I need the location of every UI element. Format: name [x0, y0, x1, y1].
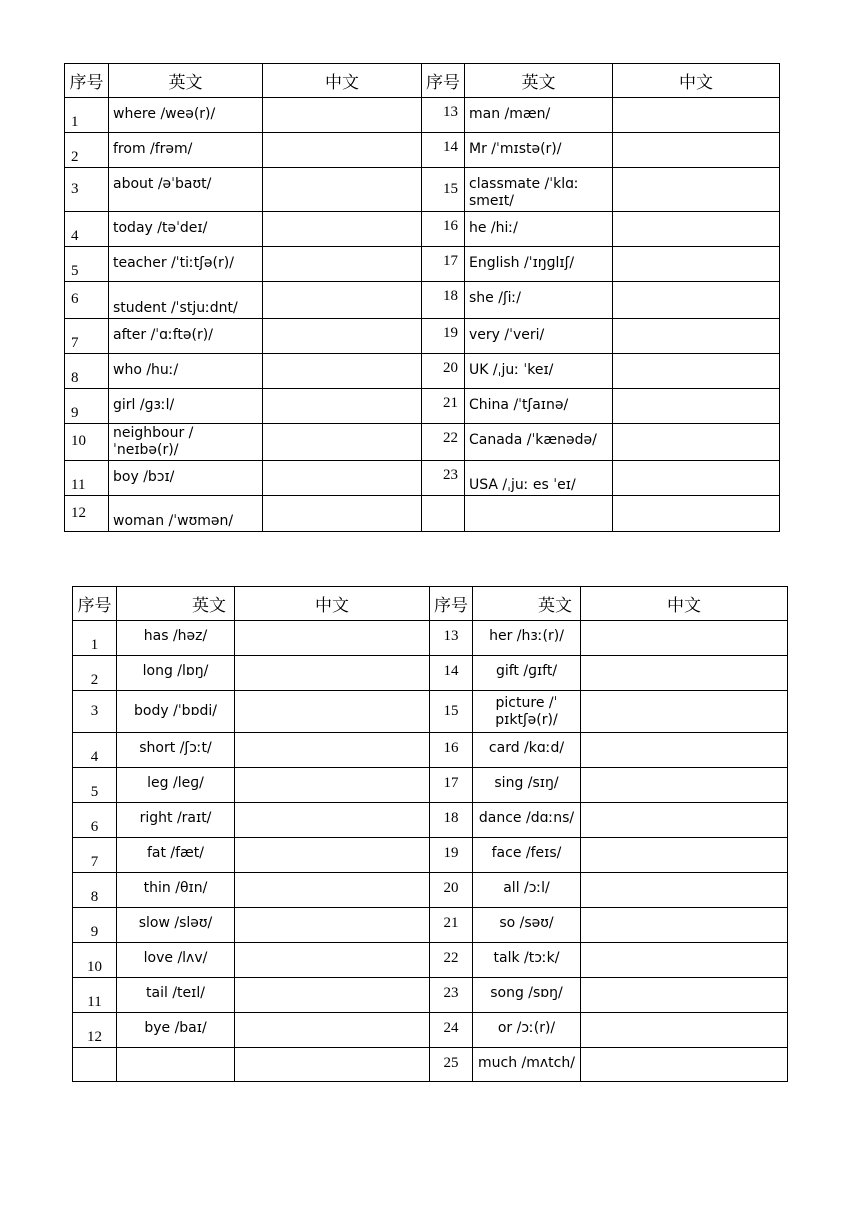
english-word: girl /ɡɜːl/ [109, 389, 263, 424]
chinese-answer-cell[interactable] [613, 98, 780, 133]
table-row [73, 803, 788, 838]
chinese-answer-cell[interactable] [581, 908, 788, 943]
chinese-answer-cell[interactable] [235, 838, 430, 873]
row-number: 9 [73, 908, 117, 943]
english-word [117, 1048, 235, 1082]
row-number [422, 496, 465, 532]
row-number: 25 [430, 1048, 473, 1082]
chinese-answer-cell[interactable] [581, 733, 788, 768]
row-number: 16 [422, 212, 465, 247]
english-word: she /ʃiː/ [465, 282, 613, 319]
english-word: Mr /ˈmɪstə(r)/ [465, 133, 613, 168]
english-word: today /təˈdeɪ/ [109, 212, 263, 247]
table-row [73, 691, 788, 733]
header-num: 序号 [422, 64, 465, 98]
english-word: who /huː/ [109, 354, 263, 389]
table-row [73, 943, 788, 978]
table-row [73, 838, 788, 873]
english-word: so /səʊ/ [473, 908, 581, 943]
english-word: love /lʌv/ [117, 943, 235, 978]
table-row [65, 282, 780, 319]
chinese-answer-cell[interactable] [581, 943, 788, 978]
english-word: song /sɒŋ/ [473, 978, 581, 1013]
english-word: gift /ɡɪft/ [473, 656, 581, 691]
english-word: card /kɑːd/ [473, 733, 581, 768]
row-number: 10 [65, 424, 109, 461]
chinese-answer-cell[interactable] [235, 908, 430, 943]
row-number: 3 [73, 691, 117, 733]
table-row [65, 212, 780, 247]
chinese-answer-cell[interactable] [235, 873, 430, 908]
chinese-answer-cell[interactable] [613, 496, 780, 532]
chinese-answer-cell[interactable] [581, 838, 788, 873]
row-number: 6 [65, 282, 109, 319]
chinese-answer-cell[interactable] [581, 978, 788, 1013]
english-word: bye /baɪ/ [117, 1013, 235, 1048]
header-num: 序号 [65, 64, 109, 98]
english-word: China /ˈtʃaɪnə/ [465, 389, 613, 424]
row-number: 20 [430, 873, 473, 908]
english-word: face /feɪs/ [473, 838, 581, 873]
header-num: 序号 [73, 587, 117, 621]
table-row [65, 319, 780, 354]
table-row [73, 1013, 788, 1048]
english-word: thin /θɪn/ [117, 873, 235, 908]
english-word: tail /teɪl/ [117, 978, 235, 1013]
header-en: 英文 [473, 587, 581, 621]
table-row [73, 908, 788, 943]
english-word: Canada /ˈkænədə/ [465, 424, 613, 461]
chinese-answer-cell[interactable] [235, 943, 430, 978]
table-row [73, 733, 788, 768]
chinese-answer-cell[interactable] [613, 133, 780, 168]
english-word: USA /ˌjuː es ˈeɪ/ [465, 461, 613, 496]
row-number: 15 [430, 691, 473, 733]
row-number: 7 [73, 838, 117, 873]
row-number: 17 [422, 247, 465, 282]
chinese-answer-cell[interactable] [613, 168, 780, 212]
table-row [65, 461, 780, 496]
table-row [73, 621, 788, 656]
english-word: very /ˈveri/ [465, 319, 613, 354]
english-word: from /frəm/ [109, 133, 263, 168]
table-row [65, 133, 780, 168]
chinese-answer-cell[interactable] [235, 656, 430, 691]
english-word: talk /tɔːk/ [473, 943, 581, 978]
chinese-answer-cell[interactable] [613, 354, 780, 389]
english-word: student /ˈstjuːdnt/ [109, 282, 263, 319]
row-number: 21 [422, 389, 465, 424]
row-number: 3 [65, 168, 109, 212]
english-word: short /ʃɔːt/ [117, 733, 235, 768]
chinese-answer-cell[interactable] [613, 319, 780, 354]
chinese-answer-cell[interactable] [263, 461, 422, 496]
row-number: 8 [65, 354, 109, 389]
chinese-answer-cell[interactable] [235, 691, 430, 733]
chinese-answer-cell[interactable] [263, 319, 422, 354]
table-row [65, 247, 780, 282]
chinese-answer-cell[interactable] [581, 873, 788, 908]
chinese-answer-cell[interactable] [581, 1013, 788, 1048]
row-number: 11 [65, 461, 109, 496]
table-header-row [73, 587, 788, 621]
chinese-answer-cell[interactable] [581, 621, 788, 656]
chinese-answer-cell[interactable] [263, 389, 422, 424]
chinese-answer-cell[interactable] [235, 1048, 430, 1082]
row-number: 18 [430, 803, 473, 838]
row-number: 15 [422, 168, 465, 212]
row-number: 4 [65, 212, 109, 247]
row-number: 1 [73, 621, 117, 656]
row-number: 6 [73, 803, 117, 838]
row-number: 23 [430, 978, 473, 1013]
english-word: her /hɜː(r)/ [473, 621, 581, 656]
english-word: body /ˈbɒdi/ [117, 691, 235, 733]
header-zh: 中文 [613, 64, 780, 98]
table-row [73, 978, 788, 1013]
row-number: 18 [422, 282, 465, 319]
english-word: slow /sləʊ/ [117, 908, 235, 943]
table-row [65, 354, 780, 389]
table-row [73, 1048, 788, 1082]
chinese-answer-cell[interactable] [235, 733, 430, 768]
english-word: long /lɒŋ/ [117, 656, 235, 691]
english-word: much /mʌtch/ [473, 1048, 581, 1082]
row-number: 24 [430, 1013, 473, 1048]
chinese-answer-cell[interactable] [263, 247, 422, 282]
row-number: 10 [73, 943, 117, 978]
table-row [73, 656, 788, 691]
row-number: 22 [422, 424, 465, 461]
header-en: 英文 [117, 587, 235, 621]
chinese-answer-cell[interactable] [581, 656, 788, 691]
header-zh: 中文 [581, 587, 788, 621]
chinese-answer-cell[interactable] [263, 212, 422, 247]
row-number: 11 [73, 978, 117, 1013]
chinese-answer-cell[interactable] [581, 691, 788, 733]
row-number: 19 [422, 319, 465, 354]
chinese-answer-cell[interactable] [613, 424, 780, 461]
chinese-answer-cell[interactable] [263, 496, 422, 532]
header-num: 序号 [430, 587, 473, 621]
header-en: 英文 [465, 64, 613, 98]
chinese-answer-cell[interactable] [581, 768, 788, 803]
chinese-answer-cell[interactable] [235, 768, 430, 803]
english-word: man /mæn/ [465, 98, 613, 133]
english-word: leg /leɡ/ [117, 768, 235, 803]
english-word: dance /dɑːns/ [473, 803, 581, 838]
row-number: 2 [65, 133, 109, 168]
english-word: has /həz/ [117, 621, 235, 656]
english-word: UK /ˌjuː ˈkeɪ/ [465, 354, 613, 389]
chinese-answer-cell[interactable] [263, 354, 422, 389]
table-row [65, 168, 780, 212]
row-number: 12 [65, 496, 109, 532]
english-word: neighbour /ˈneɪbə(r)/ [109, 424, 263, 461]
header-zh: 中文 [263, 64, 422, 98]
header-zh: 中文 [235, 587, 430, 621]
chinese-answer-cell[interactable] [235, 621, 430, 656]
chinese-answer-cell[interactable] [613, 247, 780, 282]
chinese-answer-cell[interactable] [263, 424, 422, 461]
english-word: English /ˈɪŋɡlɪʃ/ [465, 247, 613, 282]
row-number: 7 [65, 319, 109, 354]
row-number: 9 [65, 389, 109, 424]
row-number: 2 [73, 656, 117, 691]
vocab-table-2 [72, 586, 788, 1082]
chinese-answer-cell[interactable] [263, 98, 422, 133]
english-word: boy /bɔɪ/ [109, 461, 263, 496]
table-row [65, 389, 780, 424]
table-row [73, 768, 788, 803]
row-number: 13 [422, 98, 465, 133]
row-number [73, 1048, 117, 1082]
english-word: sing /sɪŋ/ [473, 768, 581, 803]
english-word: right /raɪt/ [117, 803, 235, 838]
table-row [65, 496, 780, 532]
chinese-answer-cell[interactable] [613, 282, 780, 319]
english-word: where /weə(r)/ [109, 98, 263, 133]
row-number: 1 [65, 98, 109, 133]
vocab-table-1 [64, 63, 780, 532]
row-number: 14 [422, 133, 465, 168]
english-word: classmate /ˈklɑː smeɪt/ [465, 168, 613, 212]
row-number: 22 [430, 943, 473, 978]
row-number: 23 [422, 461, 465, 496]
row-number: 16 [430, 733, 473, 768]
english-word: picture /ˈ pɪktʃə(r)/ [473, 691, 581, 733]
english-word: he /hiː/ [465, 212, 613, 247]
row-number: 20 [422, 354, 465, 389]
chinese-answer-cell[interactable] [263, 133, 422, 168]
english-word: about /əˈbaʊt/ [109, 168, 263, 212]
chinese-answer-cell[interactable] [581, 1048, 788, 1082]
table-row [65, 424, 780, 461]
chinese-answer-cell[interactable] [235, 1013, 430, 1048]
english-word: woman /ˈwʊmən/ [109, 496, 263, 532]
row-number: 14 [430, 656, 473, 691]
chinese-answer-cell[interactable] [613, 212, 780, 247]
row-number: 4 [73, 733, 117, 768]
row-number: 17 [430, 768, 473, 803]
row-number: 8 [73, 873, 117, 908]
english-word: fat /fæt/ [117, 838, 235, 873]
row-number: 21 [430, 908, 473, 943]
header-en: 英文 [109, 64, 263, 98]
chinese-answer-cell[interactable] [613, 389, 780, 424]
row-number: 12 [73, 1013, 117, 1048]
chinese-answer-cell[interactable] [263, 168, 422, 212]
row-number: 5 [65, 247, 109, 282]
chinese-answer-cell[interactable] [235, 803, 430, 838]
english-word: after /ˈɑːftə(r)/ [109, 319, 263, 354]
chinese-answer-cell[interactable] [613, 461, 780, 496]
english-word [465, 496, 613, 532]
row-number: 19 [430, 838, 473, 873]
english-word: teacher /ˈtiːtʃə(r)/ [109, 247, 263, 282]
row-number: 13 [430, 621, 473, 656]
row-number: 5 [73, 768, 117, 803]
english-word: or /ɔː(r)/ [473, 1013, 581, 1048]
chinese-answer-cell[interactable] [581, 803, 788, 838]
english-word: all /ɔːl/ [473, 873, 581, 908]
chinese-answer-cell[interactable] [235, 978, 430, 1013]
table-row [65, 98, 780, 133]
chinese-answer-cell[interactable] [263, 282, 422, 319]
table-row [73, 873, 788, 908]
table-header-row [65, 64, 780, 98]
